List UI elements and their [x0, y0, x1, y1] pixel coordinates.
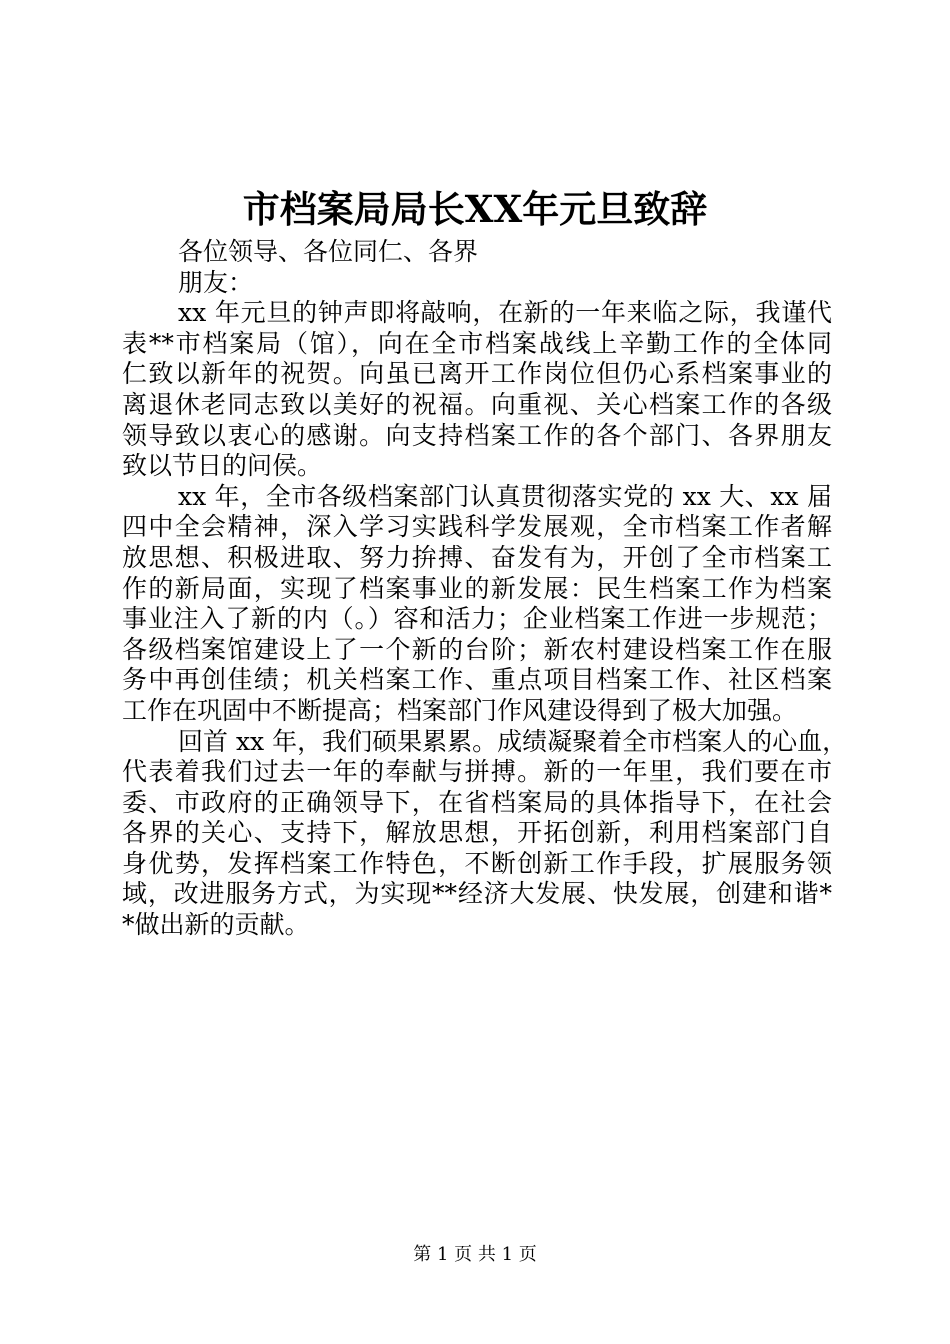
paragraph-3-line-6: 域，改进服务方式，为实现**经济大发展、快发展，创建和谐*: [122, 879, 832, 909]
paragraph-2-line-2: 四中全会精神，深入学习实践科学发展观，全市档案工作者解: [122, 512, 832, 542]
salutation-line-1: 各位领导、各位同仁、各界: [178, 237, 479, 266]
paragraph-1-line-4: 离退休老同志致以美好的祝福。向重视、关心档案工作的各级: [122, 389, 832, 419]
page-footer: 第 1 页 共 1 页: [413, 1244, 537, 1265]
paragraph-2-line-7: 务中再创佳绩；机关档案工作、重点项目档案工作、社区档案: [122, 665, 832, 695]
paragraph-2-line-3: 放思想、积极进取、努力拚搏、奋发有为，开创了全市档案工: [122, 542, 832, 572]
paragraph-3-line-5: 身优势，发挥档案工作特色，不断创新工作手段，扩展服务领: [122, 848, 832, 878]
paragraph-2-line-4: 作的新局面，实现了档案事业的新发展：民生档案工作为档案: [122, 573, 832, 603]
paragraph-3-line-2: 代表着我们过去一年的奉献与拼搏。新的一年里，我们要在市: [122, 757, 832, 787]
paragraph-2-line-5: 事业注入了新的内（。）容和活力；企业档案工作进一步规范；: [122, 604, 832, 634]
paragraph-1-line-5: 领导致以衷心的感谢。向支持档案工作的各个部门、各界朋友: [122, 420, 832, 450]
paragraph-1-line-6: 致以节日的问侯。: [122, 451, 323, 481]
paragraph-3-line-3: 委、市政府的正确领导下，在省档案局的具体指导下，在社会: [122, 787, 832, 817]
paragraph-2-line-8: 工作在巩固中不断提高；档案部门作风建设得到了极大加强。: [122, 695, 798, 725]
paragraph-3-line-1: 回首 xx 年，我们硕果累累。成绩凝聚着全市档案人的心血，: [178, 726, 848, 756]
paragraph-1-line-3: 仁致以新年的祝贺。向虽已离开工作岗位但仍心系档案事业的: [122, 359, 832, 389]
paragraph-3-line-7: *做出新的贡献。: [122, 910, 310, 940]
paragraph-1-line-1: xx 年元旦的钟声即将敲响，在新的一年来临之际，我谨代: [178, 298, 832, 328]
paragraph-1-line-2: 表**市档案局（馆），向在全市档案战线上辛勤工作的全体同: [122, 328, 832, 358]
document-body: [122, 237, 848, 941]
salutation-line-2: 朋友：: [178, 267, 254, 297]
document-title: 市档案局局长XX年元旦致辞: [242, 187, 708, 231]
paragraph-2-line-1: xx 年，全市各级档案部门认真贯彻落实党的 xx 大、xx 届: [178, 481, 832, 511]
paragraph-3-line-4: 各界的关心、支持下，解放思想，开拓创新，利用档案部门自: [122, 818, 832, 848]
paragraph-2-line-6: 各级档案馆建设上了一个新的台阶；新农村建设档案工作在服: [122, 634, 832, 664]
